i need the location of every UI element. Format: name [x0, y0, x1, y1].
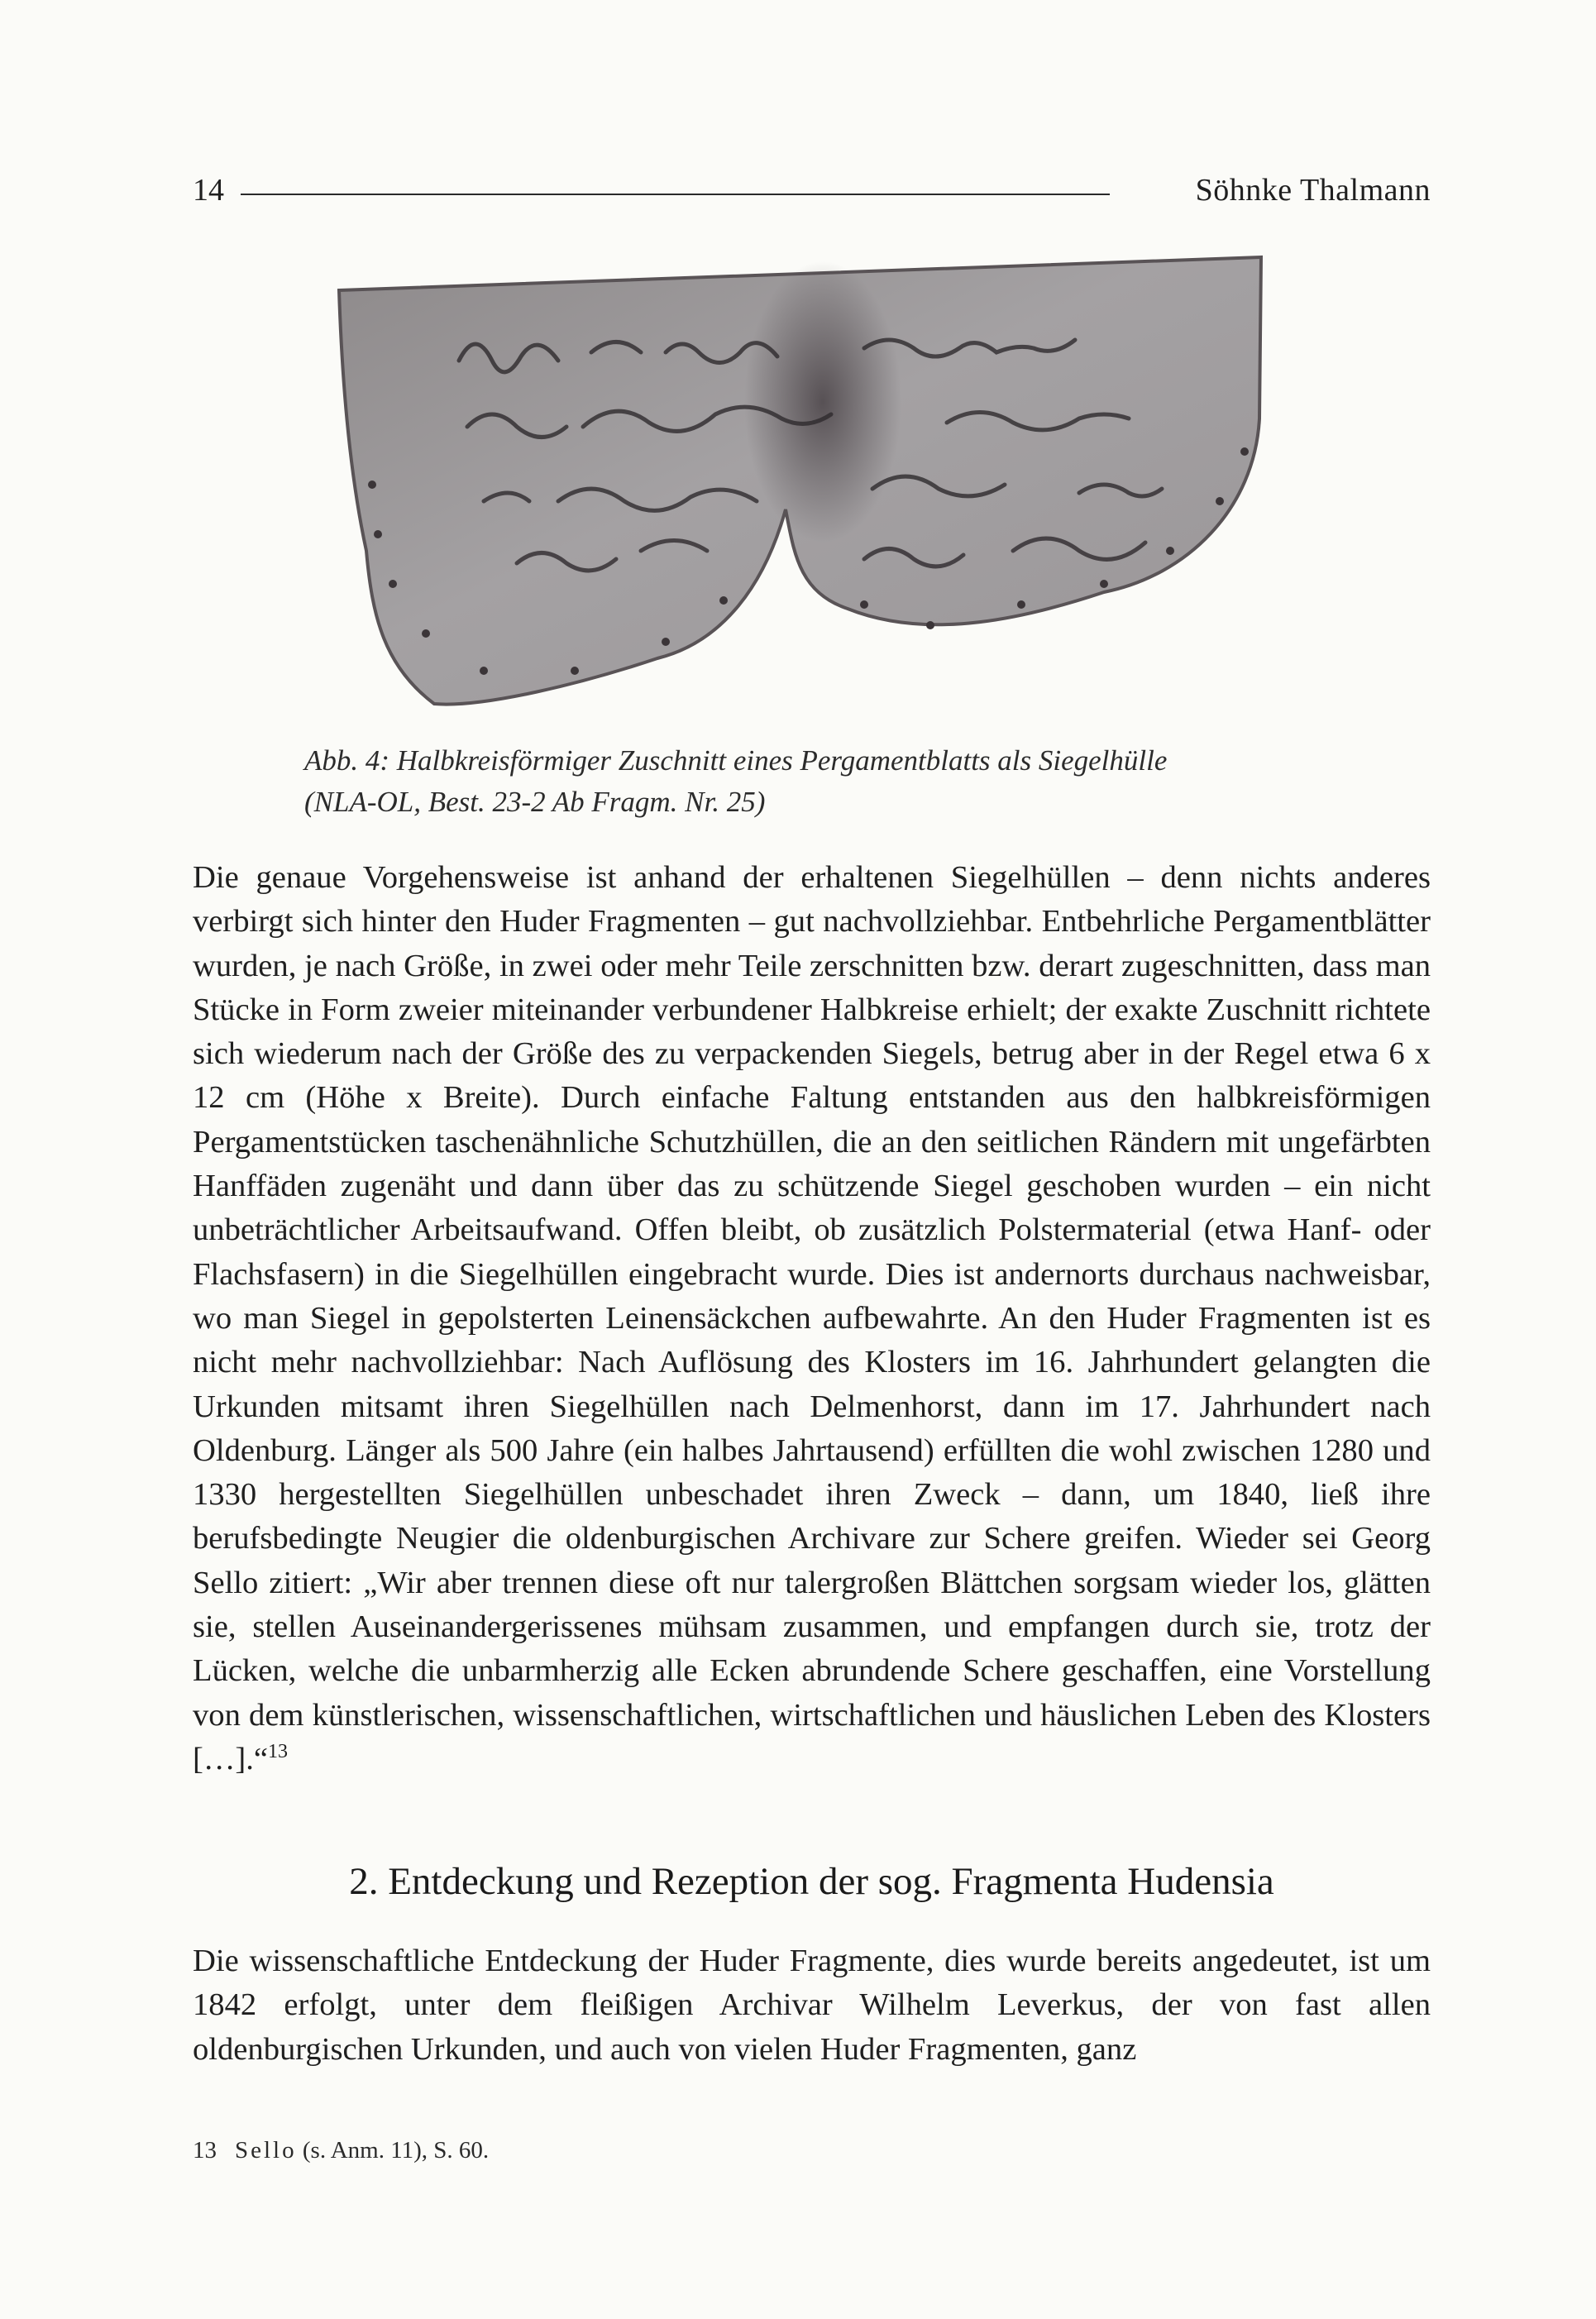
running-header — [193, 170, 1431, 211]
paragraph-1 — [193, 856, 1431, 1781]
footnote — [193, 2134, 1431, 2167]
footnote-text: (s. Anm. 11), S. 60. — [302, 2137, 490, 2164]
footnote-author: Sello — [235, 2137, 297, 2164]
parchment-fragment-image — [335, 253, 1269, 733]
running-head-author: Söhnke Thalmann — [1195, 173, 1431, 208]
caption-line-1: Abb. 4: Halbkreisförmiger Zuschnitt eines Pergamentblatts als Siegelhülle — [304, 744, 1168, 777]
paragraph-1-text: Die genaue Vorgehensweise ist anhand der erhaltenen Siegelhüllen – denn nichts anderes verbirgt sich hinter den Huder Fragmenten – gut nachvollziehbar. Entbehrliche Pergamentblätter wurden, je nach Größe, in zwei oder mehr Teile zerschnitten bzw. derart zugeschnitten, dass man Stücke in Form zweier miteinander verbundener Halbkreise erhielt; der exakte Zuschnitt richtete sich wiederum nach der Größe des zu verpackenden Siegels, betrug aber in der Regel etwa 6 x 12 cm (Höhe x Breite). Durch einfache Faltung entstanden aus den halbkreisförmigen Pergamentstücken taschenähnliche Schutzhüllen, die an den seitlichen Rändern mit ungefärbten Hanffäden zugenäht und dann über das zu schützende Siegel geschoben wurden – ein nicht unbeträchtlicher Arbeitsaufwand. Offen bleibt, ob zusätzlich Polstermaterial (etwa Hanf- oder Flachsfasern) in die Siegelhüllen eingebracht wurde. Dies ist andernorts durchaus nachweisbar, wo man Siegel in gepolsterten Leinensäckchen aufbewahrte. An den Huder Fragmenten ist es nicht mehr nachvollziehbar: Nach Auflösung des Klosters im 16. Jahrhundert gelangten die Urkunden mitsamt ihren Siegelhüllen nach Delmenhorst, dann im 17. Jahrhundert nach Oldenburg. Länger als 500 Jahre (ein halbes Jahrtausend) erfüllten die wohl zwischen 1280 und 1330 hergestellten Siegelhüllen unbeschadet ihren Zweck – dann, um 1840, ließ ihre berufsbedingte Neugier die oldenburgischen Archivare zur Schere greifen. Wieder sei Georg Sello zitiert: „Wir aber trennen diese oft nur talergroßen Blättchen sorgsam wieder los, glätten sie, stellen Auseinandergerissenes mühsam zusammen, und empfangen durch sie, trotz der Lücken, welche die unbarmherzig alle Ecken abrundende Schere geschaffen, eine Vorstellung von dem künstlerischen, wissenschaftlichen, wirtschaftlichen und häuslichen Leben des Klosters […].“ — [193, 860, 1431, 1776]
body-text-1 — [193, 856, 1431, 1781]
body-text-2 — [193, 1939, 1431, 2072]
page-number: 14 — [193, 173, 224, 208]
paragraph-2: Die wissenschaftliche Entdeckung der Huder Fragmente, dies wurde bereits angedeutet, ist um 1842 erfolgt, unter dem fleißigen Archivar Wilhelm Leverkus, der von fast allen oldenburgischen Urkunden, und auch von vielen Huder Fragmenten, ganz — [193, 1944, 1431, 2067]
header-rule — [241, 194, 1110, 195]
footnote-reference: 13 — [268, 1741, 289, 1763]
figure-caption — [304, 740, 1321, 823]
footnote-number: 13 — [193, 2137, 217, 2164]
caption-line-2: (NLA-OL, Best. 23-2 Ab Fragm. Nr. 25) — [304, 786, 766, 818]
section-heading: 2. Entdeckung und Rezeption der sog. Fragmenta Hudensia — [349, 1860, 1274, 1903]
